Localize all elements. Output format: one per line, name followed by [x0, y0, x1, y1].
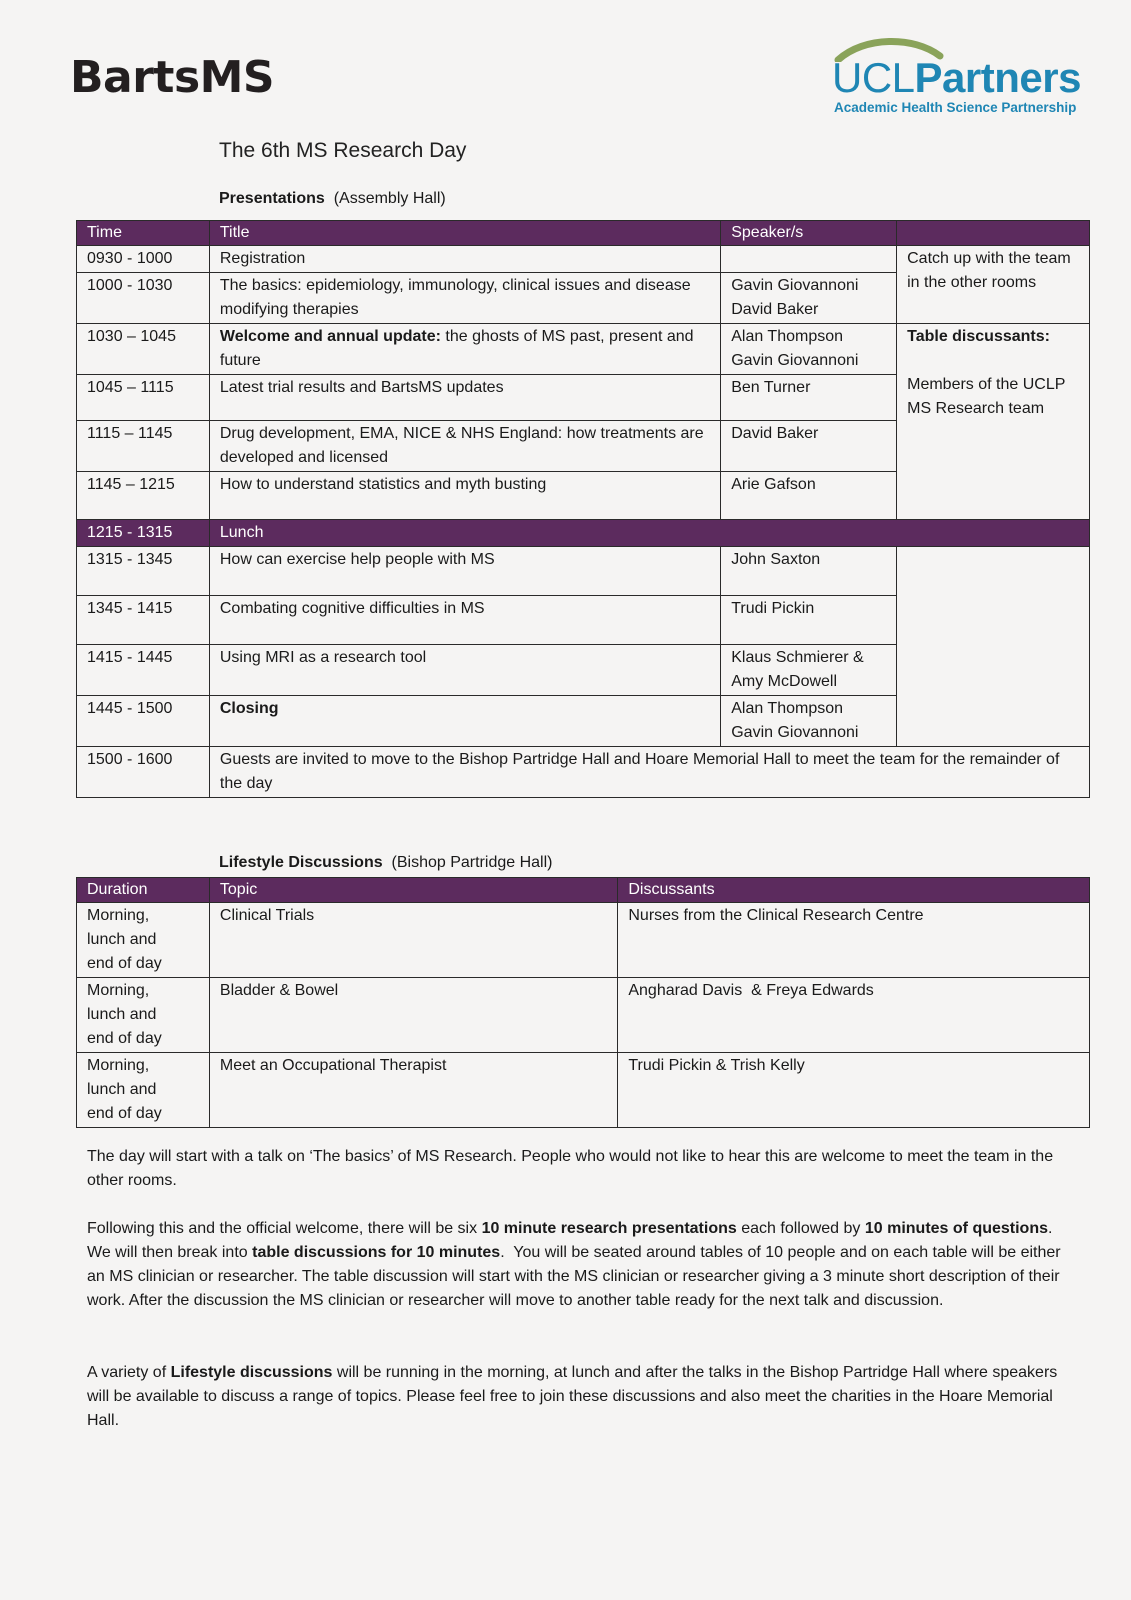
- lifestyle-table: [76, 877, 1090, 1128]
- page-title: The 6th MS Research Day: [219, 139, 467, 162]
- bartsms-logo: BartsMS: [70, 52, 275, 103]
- time-cell: 0930 - 1000: [77, 246, 210, 273]
- side-note: Catch up with the team in the other rooms: [897, 246, 1090, 324]
- time-cell: 1145 – 1215: [77, 472, 210, 520]
- title-cell: Drug development, EMA, NICE & NHS England: how treatments are developed and licensed: [209, 421, 720, 472]
- speaker-cell: John Saxton: [721, 547, 897, 596]
- lifestyle-paragraph: A variety of Lifestyle discussions will be running in the morning, at lunch and after the talks in the Bishop Partridge Hall where speakers will be available to discuss a range of topics. Please feel free to join these discussions and also meet the charities in the Hoare Memorial Hall.: [87, 1364, 1058, 1429]
- title-cell: Closing: [209, 696, 720, 747]
- speaker-cell: Klaus Schmierer & Amy McDowell: [721, 645, 897, 696]
- time-cell: 1045 – 1115: [77, 375, 210, 421]
- time-cell: 1345 - 1415: [77, 596, 210, 645]
- discussants-cell: Trudi Pickin & Trish Kelly: [618, 1053, 1090, 1128]
- lunch-row: [77, 520, 1090, 547]
- topic-cell: Clinical Trials: [209, 903, 617, 978]
- speaker-cell: [721, 246, 897, 273]
- title-cell: Combating cognitive difficulties in MS: [209, 596, 720, 645]
- discussants-cell: Angharad Davis & Freya Edwards: [618, 978, 1090, 1053]
- time-cell: 1115 – 1145: [77, 421, 210, 472]
- format-paragraph: Following this and the official welcome, there will be six 10 minute research presentations each followed by 10 minutes of questions. We will then break into table discussions for 10 minutes. You will be seated around tables of 10 people and on each table will be either an MS clinician or researcher. The table discussion will start with the MS clinician or researcher giving a 3 minute short description of their work. After the discussion the MS clinician or researcher will move to another table ready for the next talk and discussion.: [87, 1220, 1066, 1309]
- ucl-text: UCL: [832, 54, 915, 101]
- duration-cell: Morning, lunch and end of day: [77, 903, 210, 978]
- table-row: [77, 246, 1090, 273]
- table-row: [77, 1053, 1090, 1128]
- title-cell: How can exercise help people with MS: [209, 547, 720, 596]
- intro-paragraph: The day will start with a talk on ‘The basics’ of MS Research. People who would not like to hear this are welcome to meet the team in the other rooms.: [87, 1148, 1054, 1189]
- table-row: [77, 747, 1090, 798]
- topic-cell: Meet an Occupational Therapist: [209, 1053, 617, 1128]
- table-row: [77, 978, 1090, 1053]
- speaker-cell: Alan Thompson Gavin Giovannoni: [721, 696, 897, 747]
- title-cell: Registration: [209, 246, 720, 273]
- duration-cell: Morning, lunch and end of day: [77, 978, 210, 1053]
- title-cell: Latest trial results and BartsMS updates: [209, 375, 720, 421]
- title-cell: Welcome and annual update: the ghosts of MS past, present and future: [209, 324, 720, 375]
- table-row: [77, 547, 1090, 596]
- title-cell: How to understand statistics and myth busting: [209, 472, 720, 520]
- time-cell: 1000 - 1030: [77, 273, 210, 324]
- lunch-time: 1215 - 1315: [77, 520, 210, 547]
- time-cell: 1500 - 1600: [77, 747, 210, 798]
- duration-cell: Morning, lunch and end of day: [77, 1053, 210, 1128]
- table-row: [77, 324, 1090, 375]
- uclpartners-logo: [828, 36, 1081, 122]
- col-duration: Duration: [77, 878, 210, 903]
- title-cell: Using MRI as a research tool: [209, 645, 720, 696]
- speaker-cell: Trudi Pickin: [721, 596, 897, 645]
- col-topic: Topic: [209, 878, 617, 903]
- title-cell: The basics: epidemiology, immunology, clinical issues and disease modifying therapies: [209, 273, 720, 324]
- col-side: [897, 221, 1090, 246]
- table-discussants-cell: [897, 324, 1090, 520]
- ucl-subtitle: Academic Health Science Partnership: [834, 100, 1077, 115]
- topic-cell: Bladder & Bowel: [209, 978, 617, 1053]
- table-header-row: [77, 878, 1090, 903]
- discussants-cell: Nurses from the Clinical Research Centre: [618, 903, 1090, 978]
- presentations-table: [76, 220, 1090, 798]
- col-time: Time: [77, 221, 210, 246]
- speaker-cell: Gavin Giovannoni David Baker: [721, 273, 897, 324]
- lunch-label: Lunch: [209, 520, 1089, 547]
- time-cell: 1415 - 1445: [77, 645, 210, 696]
- time-cell: 1030 – 1045: [77, 324, 210, 375]
- presentations-heading: Presentations (Assembly Hall): [219, 190, 446, 207]
- time-cell: 1445 - 1500: [77, 696, 210, 747]
- col-speakers: Speaker/s: [721, 221, 897, 246]
- table-row: [77, 903, 1090, 978]
- table-header-row: [77, 221, 1090, 246]
- partners-text: Partners: [914, 54, 1081, 101]
- empty-side-cell: [897, 547, 1090, 747]
- time-cell: 1315 - 1345: [77, 547, 210, 596]
- speaker-cell: Ben Turner: [721, 375, 897, 421]
- col-discussants: Discussants: [618, 878, 1090, 903]
- speaker-cell: Alan Thompson Gavin Giovannoni: [721, 324, 897, 375]
- lifestyle-heading: Lifestyle Discussions (Bishop Partridge Hall): [219, 854, 553, 871]
- speaker-cell: David Baker: [721, 421, 897, 472]
- col-title: Title: [209, 221, 720, 246]
- speaker-cell: Arie Gafson: [721, 472, 897, 520]
- table-discussants-text: Members of the UCLP MS Research team: [907, 376, 1066, 417]
- table-discussants-label: Table discussants:: [907, 328, 1050, 345]
- title-cell: Guests are invited to move to the Bishop Partridge Hall and Hoare Memorial Hall to meet the team for the remainder of the day: [209, 747, 1089, 798]
